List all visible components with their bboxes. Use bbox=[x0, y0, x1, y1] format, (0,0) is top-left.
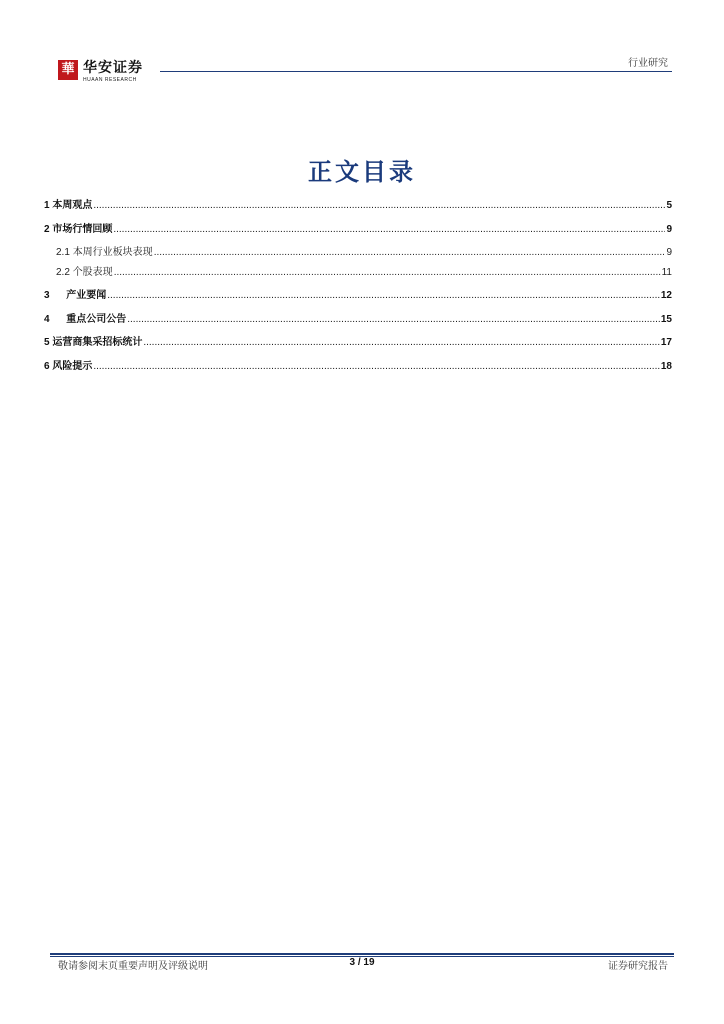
toc-entry-page: 17 bbox=[660, 337, 672, 348]
header-divider bbox=[160, 71, 672, 72]
toc-entry-text: 重点公司公告 bbox=[66, 313, 127, 325]
toc-entry-page: 5 bbox=[666, 200, 672, 211]
toc-leader-dots bbox=[107, 290, 660, 301]
toc-entry-number: 2 bbox=[44, 223, 53, 235]
page-number: 3 / 19 bbox=[349, 957, 375, 968]
toc-entry-page: 9 bbox=[666, 247, 672, 258]
toc-entry-number: 6 bbox=[44, 360, 53, 372]
toc-entry-number: 1 bbox=[44, 200, 53, 211]
footer-report-type: 证券研究报告 bbox=[608, 961, 668, 972]
company-logo bbox=[58, 60, 148, 86]
toc-entry-page: 18 bbox=[660, 360, 672, 372]
toc-entry-industry-news[interactable] bbox=[44, 286, 672, 310]
toc-entry-text: 个股表现 bbox=[72, 267, 113, 278]
toc-entry-text: 本周观点 bbox=[52, 200, 93, 211]
toc-entry-number: 3 bbox=[44, 290, 67, 301]
logo-english-name: HUAAN RESEARCH bbox=[83, 77, 137, 83]
toc-entry-sector-performance[interactable] bbox=[44, 243, 672, 263]
header-section-label: 行业研究 bbox=[628, 58, 668, 69]
logo-chinese-name: 华安证券 bbox=[83, 60, 143, 76]
toc-leader-dots bbox=[114, 267, 661, 278]
table-of-contents bbox=[44, 196, 672, 380]
toc-entry-page: 9 bbox=[666, 223, 672, 235]
toc-entry-weekly-view[interactable] bbox=[44, 196, 672, 220]
toc-entry-text: 产业要闻 bbox=[66, 290, 107, 301]
footer-divider bbox=[50, 953, 674, 955]
logo-mark-icon: 華 bbox=[58, 60, 78, 80]
toc-leader-dots bbox=[93, 200, 665, 211]
toc-entry-text: 市场行情回顾 bbox=[52, 223, 113, 235]
toc-leader-dots bbox=[127, 314, 660, 325]
toc-entry-page: 15 bbox=[660, 313, 672, 325]
toc-entry-text: 风险提示 bbox=[52, 360, 93, 372]
toc-entry-market-review[interactable] bbox=[44, 220, 672, 244]
toc-entry-page: 11 bbox=[661, 267, 672, 278]
toc-entry-number: 2.2 bbox=[56, 267, 73, 278]
toc-leader-dots bbox=[113, 224, 665, 235]
toc-entry-page: 12 bbox=[660, 290, 672, 301]
toc-entry-stock-performance[interactable] bbox=[44, 263, 672, 283]
toc-leader-dots bbox=[143, 337, 660, 348]
toc-title: 正文目录 bbox=[308, 157, 416, 186]
toc-entry-procurement-stats[interactable] bbox=[44, 333, 672, 357]
toc-entry-number: 5 bbox=[44, 337, 53, 348]
toc-leader-dots bbox=[154, 247, 666, 258]
toc-entry-text: 运营商集采招标统计 bbox=[52, 337, 143, 348]
toc-entry-text: 本周行业板块表现 bbox=[72, 247, 153, 258]
toc-entry-risk-warning[interactable] bbox=[44, 357, 672, 381]
footer-disclaimer: 敬请参阅末页重要声明及评级说明 bbox=[58, 961, 208, 972]
toc-entry-company-announcements[interactable] bbox=[44, 310, 672, 334]
toc-entry-number: 4 bbox=[44, 313, 67, 325]
toc-entry-number: 2.1 bbox=[56, 247, 73, 258]
toc-leader-dots bbox=[93, 361, 660, 372]
